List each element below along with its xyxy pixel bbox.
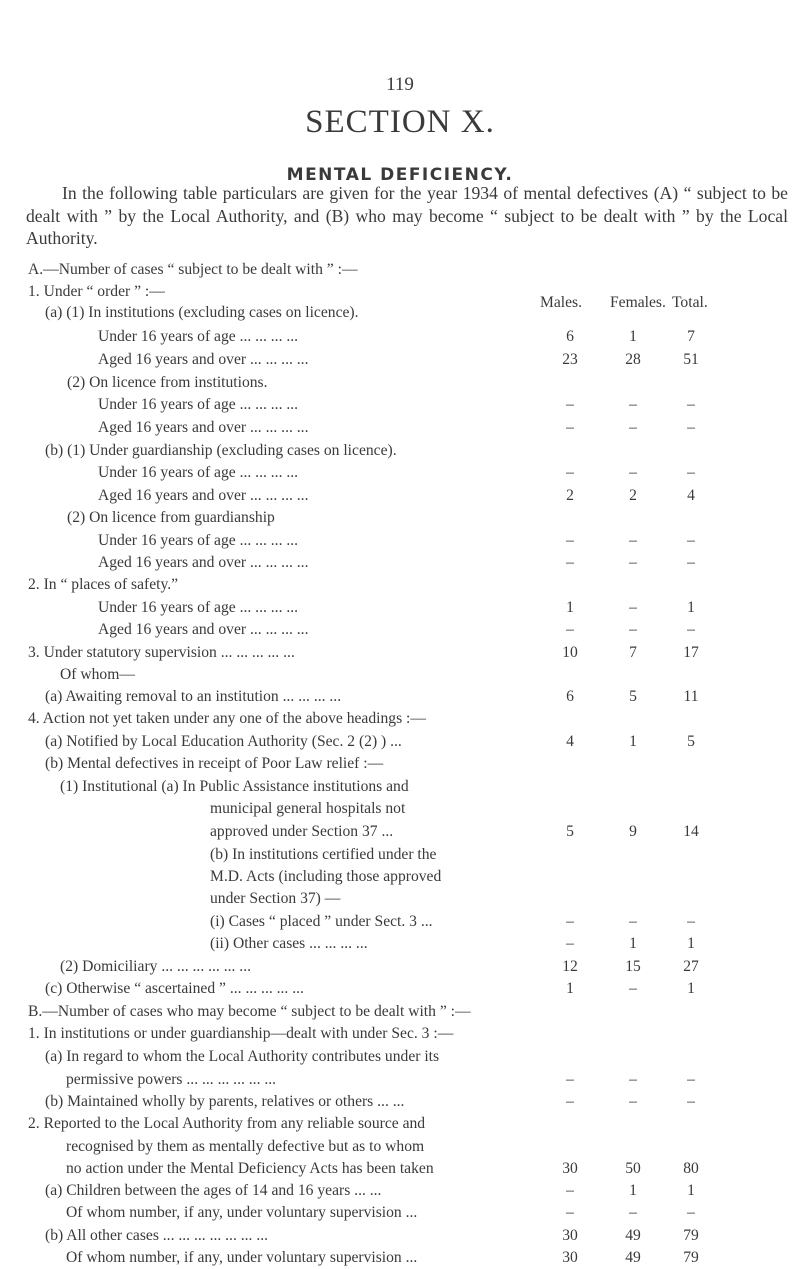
table-row [0, 597, 800, 619]
cell-females: 28 [625, 351, 641, 368]
cell-females: – [629, 1071, 637, 1088]
row-label: 2. In “ places of safety.” [28, 576, 179, 593]
cell-females: 50 [625, 1160, 641, 1177]
table-row [0, 552, 800, 574]
cell-females: 1 [629, 1182, 637, 1199]
cell-males: 30 [562, 1160, 578, 1177]
table-row [0, 1225, 800, 1247]
table-row [0, 372, 800, 394]
row-label: M.D. Acts (including those approved [210, 868, 442, 885]
row-label: 1. In institutions or under guardianship—dealt with under Sec. 3 :— [28, 1025, 454, 1042]
row-label: (a) Children between the ages of 14 and 16 years ... ... [45, 1182, 382, 1199]
intro-text: In the following table particulars are given for the year 1934 of mental defectives (A) “ subject to be dealt with ” by the Local Authority, and (B) who may become “ subject to be dealt with ” by the Local Authority. [26, 183, 788, 248]
table-row [0, 866, 800, 888]
table-row [0, 302, 800, 324]
cell-males: 4 [566, 733, 574, 750]
row-label: (a) (1) In institutions (excluding cases on licence). [45, 304, 359, 321]
row-label: Aged 16 years and over ... ... ... ... [98, 351, 309, 368]
table-row [0, 326, 800, 348]
table-row [0, 619, 800, 641]
table-row [0, 1180, 800, 1202]
row-label: Under 16 years of age ... ... ... ... [98, 328, 299, 345]
cell-males: 1 [566, 980, 574, 997]
row-label: Aged 16 years and over ... ... ... ... [98, 419, 309, 436]
table-row [0, 1247, 800, 1269]
row-label: (ii) Other cases ... ... ... ... [210, 935, 368, 952]
section-title: SECTION X. [305, 104, 495, 140]
cell-males: – [566, 464, 574, 481]
cell-females: 1 [629, 328, 637, 345]
cell-females: – [629, 599, 637, 616]
row-label: (b) All other cases ... ... ... ... ... ... ... [45, 1227, 269, 1244]
cell-females: 7 [629, 644, 637, 661]
table-row [0, 462, 800, 484]
row-label: Under 16 years of age ... ... ... ... [98, 599, 299, 616]
table-row [0, 776, 800, 798]
subtitle: MENTAL DEFICIENCY. [286, 165, 514, 185]
row-label: municipal general hospitals not [210, 800, 406, 817]
table-row [0, 574, 800, 596]
cell-total: – [687, 913, 695, 930]
cell-females: – [629, 913, 637, 930]
cell-total: 1 [687, 935, 695, 952]
table-row [0, 933, 800, 955]
cell-males: – [566, 1093, 574, 1110]
row-label: (i) Cases “ placed ” under Sect. 3 ... [210, 913, 433, 930]
row-label: Aged 16 years and over ... ... ... ... [98, 487, 309, 504]
cell-females: – [629, 621, 637, 638]
row-label: no action under the Mental Deficiency Acts has been taken [66, 1160, 434, 1177]
cell-males: – [566, 621, 574, 638]
cell-males: – [566, 532, 574, 549]
table-row [0, 664, 800, 686]
table-row [0, 1113, 800, 1135]
cell-males: – [566, 935, 574, 952]
table-row [0, 753, 800, 775]
table-row [0, 686, 800, 708]
cell-total: 5 [687, 733, 695, 750]
cell-males: 23 [562, 351, 578, 368]
table-row [0, 530, 800, 552]
cell-total: 80 [683, 1160, 699, 1177]
table-row [0, 1069, 800, 1091]
cell-males: 30 [562, 1227, 578, 1244]
cell-total: 1 [687, 980, 695, 997]
cell-total: – [687, 396, 695, 413]
cell-total: – [687, 532, 695, 549]
cell-males: – [566, 396, 574, 413]
page-number: 119 [386, 74, 414, 95]
row-label: (a) Awaiting removal to an institution ... ... ... ... [45, 688, 342, 705]
row-label: 3. Under statutory supervision ... ... ... ... ... [28, 644, 295, 661]
cell-males: – [566, 554, 574, 571]
cell-females: 1 [629, 935, 637, 952]
table-row [0, 259, 800, 281]
table-row [0, 888, 800, 910]
cell-total: – [687, 1093, 695, 1110]
row-label: Under 16 years of age ... ... ... ... [98, 396, 299, 413]
cell-males: – [566, 913, 574, 930]
table-row [0, 281, 800, 303]
row-label: Of whom number, if any, under voluntary supervision ... [66, 1249, 418, 1266]
cell-total: 79 [683, 1227, 699, 1244]
row-label: (c) Otherwise “ ascertained ” ... ... ... ... ... [45, 980, 304, 997]
table-row [0, 821, 800, 843]
table-row [0, 911, 800, 933]
row-label: (b) Mental defectives in receipt of Poor Law relief :— [45, 755, 384, 772]
cell-total: 1 [687, 1182, 695, 1199]
cell-females: 5 [629, 688, 637, 705]
row-label: (b) In institutions certified under the [210, 846, 437, 863]
cell-total: 4 [687, 487, 695, 504]
table-row [0, 1202, 800, 1224]
row-label: A.—Number of cases “ subject to be dealt with ” :— [28, 261, 358, 278]
row-label: (2) Domiciliary ... ... ... ... ... ... [60, 958, 251, 975]
row-label: Of whom number, if any, under voluntary supervision ... [66, 1204, 418, 1221]
table-row [0, 731, 800, 753]
cell-total: – [687, 464, 695, 481]
cell-total: – [687, 554, 695, 571]
row-label: under Section 37) — [210, 890, 341, 907]
cell-total: – [687, 1204, 695, 1221]
cell-total: 7 [687, 328, 695, 345]
row-label: (2) On licence from guardianship [67, 509, 275, 526]
cell-females: 2 [629, 487, 637, 504]
cell-females: 49 [625, 1227, 641, 1244]
cell-females: – [629, 1093, 637, 1110]
cell-females: – [629, 1204, 637, 1221]
table-row [0, 798, 800, 820]
row-label: approved under Section 37 ... [210, 823, 394, 840]
cell-total: 14 [683, 823, 699, 840]
table-row [0, 1023, 800, 1045]
cell-total: – [687, 419, 695, 436]
cell-females: – [629, 464, 637, 481]
cell-total: 51 [683, 351, 699, 368]
table-row [0, 642, 800, 664]
cell-males: 6 [566, 688, 574, 705]
table-row [0, 507, 800, 529]
row-label: 2. Reported to the Local Authority from any reliable source and [28, 1115, 426, 1132]
row-label: (a) In regard to whom the Local Authority contributes under its [45, 1048, 440, 1065]
intro-paragraph [26, 182, 788, 250]
table-row [0, 394, 800, 416]
cell-males: – [566, 1071, 574, 1088]
cell-males: – [566, 419, 574, 436]
table-row [0, 485, 800, 507]
column-header-males: Males. [540, 294, 583, 311]
row-label: Under 16 years of age ... ... ... ... [98, 532, 299, 549]
cell-males: 2 [566, 487, 574, 504]
row-label: 4. Action not yet taken under any one of the above headings :— [28, 710, 426, 727]
row-label: permissive powers ... ... ... ... ... ... [66, 1071, 277, 1088]
cell-total: – [687, 621, 695, 638]
table-row [0, 708, 800, 730]
row-label: Aged 16 years and over ... ... ... ... [98, 621, 309, 638]
cell-females: 15 [625, 958, 641, 975]
column-header-females: Females. [610, 294, 666, 311]
cell-males: 10 [562, 644, 578, 661]
row-label: (2) On licence from institutions. [67, 374, 268, 391]
cell-females: – [629, 419, 637, 436]
table-row [0, 978, 800, 1000]
cell-females: – [629, 396, 637, 413]
column-header-total: Total. [672, 294, 708, 311]
table-row [0, 417, 800, 439]
table-row [0, 1136, 800, 1158]
cell-males: – [566, 1204, 574, 1221]
cell-total: 1 [687, 599, 695, 616]
cell-males: 12 [562, 958, 578, 975]
table-row [0, 1158, 800, 1180]
cell-total: 27 [683, 958, 699, 975]
cell-total: 79 [683, 1249, 699, 1266]
cell-females: 9 [629, 823, 637, 840]
table-row [0, 1091, 800, 1113]
cell-females: – [629, 532, 637, 549]
cell-total: 11 [683, 688, 699, 705]
row-label: recognised by them as mentally defective but as to whom [66, 1138, 425, 1155]
table-row [0, 844, 800, 866]
row-label: Aged 16 years and over ... ... ... ... [98, 554, 309, 571]
table-row [0, 1046, 800, 1068]
table-row [0, 440, 800, 462]
row-label: (b) Maintained wholly by parents, relatives or others ... ... [45, 1093, 405, 1110]
table-row [0, 349, 800, 371]
cell-females: – [629, 554, 637, 571]
cell-females: 49 [625, 1249, 641, 1266]
cell-females: – [629, 980, 637, 997]
cell-total: 17 [683, 644, 699, 661]
row-label: B.—Number of cases who may become “ subject to be dealt with ” :— [28, 1003, 471, 1020]
table-row [0, 1001, 800, 1023]
cell-males: 6 [566, 328, 574, 345]
table-row [0, 956, 800, 978]
row-label: (1) Institutional (a) In Public Assistance institutions and [60, 778, 409, 795]
cell-males: 30 [562, 1249, 578, 1266]
row-label: 1. Under “ order ” :— [28, 283, 165, 300]
row-label: Under 16 years of age ... ... ... ... [98, 464, 299, 481]
row-label: (a) Notified by Local Education Authority (Sec. 2 (2) ) ... [45, 733, 402, 750]
cell-males: 5 [566, 823, 574, 840]
cell-females: 1 [629, 733, 637, 750]
cell-males: 1 [566, 599, 574, 616]
cell-total: – [687, 1071, 695, 1088]
row-label: (b) (1) Under guardianship (excluding cases on licence). [45, 442, 397, 459]
cell-males: – [566, 1182, 574, 1199]
row-label: Of whom— [60, 666, 135, 683]
